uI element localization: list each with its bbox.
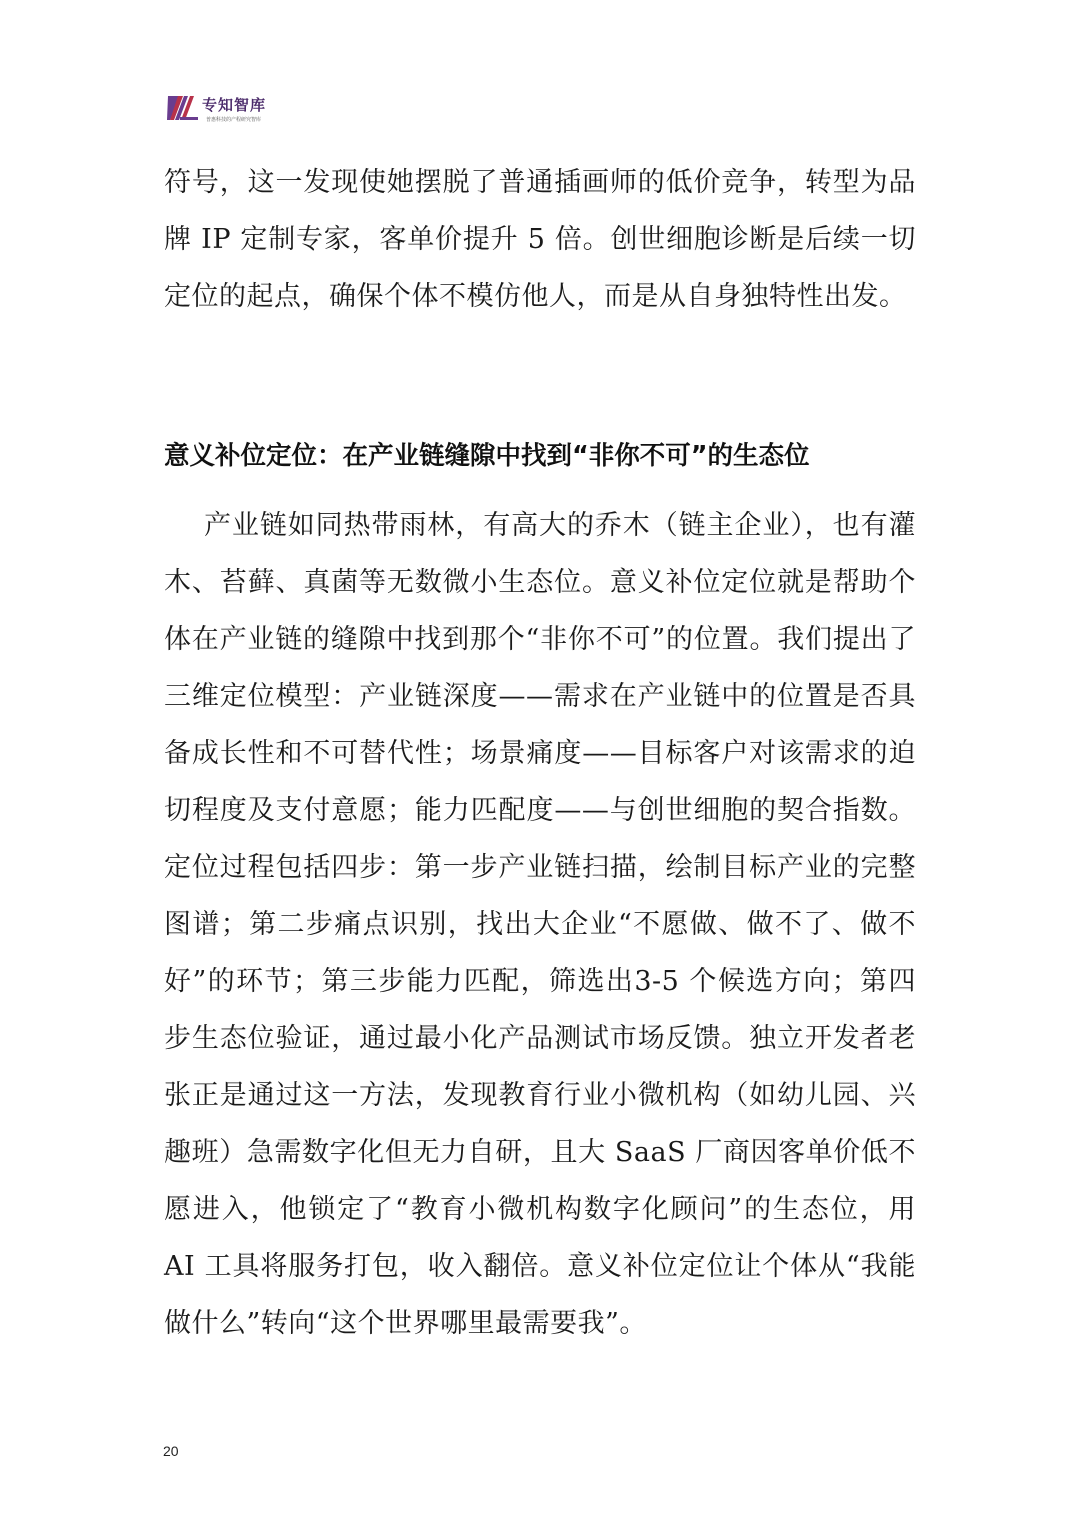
page-number: 20 xyxy=(163,1443,179,1459)
brand-logo xyxy=(166,92,366,132)
zl-slash-logo-icon xyxy=(166,92,202,124)
section-heading: 意义补位定位：在产业链缝隙中找到“非你不可”的生态位 xyxy=(164,441,810,471)
brand-tagline: 普惠科技的产程研究智库 xyxy=(206,117,262,123)
brand-name: 专知智库 xyxy=(202,96,267,114)
paragraph-2: 产业链如同热带雨林，有高大的乔木（链主企业），也有灌木、苔藓、真菌等无数微小生态位。意义补位定位就是帮助个体在产业链的缝隙中找到那个“非你不可”的位置。我们提出了三维定位模型：产业链深度——需求在产业链中的位置是否具备成长性和不可替代性；场景痛度——目标客户对该需求的迫切程度及支付意愿；能力匹配度——与创世细胞的契合指数。定位过程包括四步：第一步产业链扫描，绘制目标产业的完整图谱；第二步痛点识别，找出大企业“不愿做、做不了、做不好”的环节；第三步能力匹配，筛选出3-5 个候选方向；第四步生态位验证，通过最小化产品测试市场反馈。独立开发者老张正是通过这一方法，发现教育行业小微机构（如幼儿园、兴趣班）急需数字化但无力自研，且大 SaaS 厂商因客单价低不愿进入，他锁定了“教育小微机构数字化顾问”的生态位，用 AI 工具将服务打包，收入翻倍。意义补位定位让个体从“我能做什么”转向“这个世界哪里最需要我”。 xyxy=(164,510,916,1339)
paragraph-1: 符号，这一发现使她摆脱了普通插画师的低价竞争，转型为品牌 IP 定制专家，客单价提升 5 倍。创世细胞诊断是后续一切定位的起点，确保个体不模仿他人，而是从自身独特性出发。 xyxy=(164,167,916,312)
